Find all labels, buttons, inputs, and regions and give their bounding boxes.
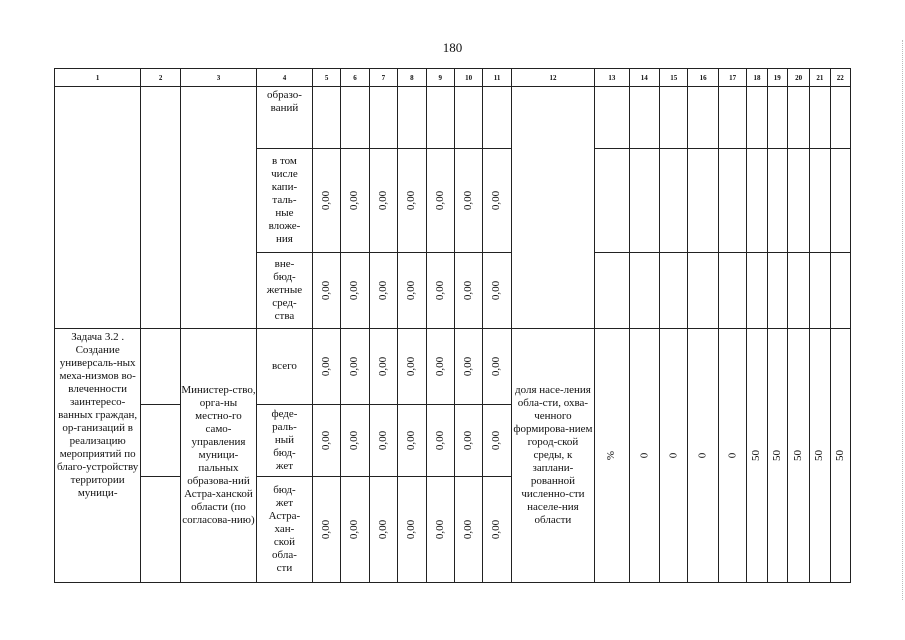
table-row — [55, 87, 851, 149]
value-cell: 0,00 — [433, 190, 446, 211]
col-header: 4 — [257, 69, 313, 87]
value-cell: 0,00 — [490, 519, 503, 540]
col-header: 20 — [787, 69, 809, 87]
value-cell: 0,00 — [348, 280, 361, 301]
table-row — [55, 329, 851, 405]
target-value: 50 — [770, 450, 783, 461]
target-value: 0 — [726, 452, 739, 459]
col-header: 5 — [312, 69, 340, 87]
value-cell: 0,00 — [433, 356, 446, 377]
col-header: 16 — [688, 69, 718, 87]
value-cell: 0,00 — [405, 430, 418, 451]
value-cell: 0,00 — [490, 430, 503, 451]
col-header: 1 — [55, 69, 141, 87]
value-cell: 0,00 — [320, 356, 333, 377]
cell-empty — [55, 87, 141, 329]
value-cell: 0,00 — [376, 280, 389, 301]
col-header: 6 — [341, 69, 369, 87]
col-header: 15 — [660, 69, 688, 87]
value-cell: 0,00 — [348, 190, 361, 211]
indicator-name: доля насе-ления обла-сти, охва-ченного формирова-нием город-ской среды, к заплани-рованной численно-сти населе-ния области — [511, 329, 594, 583]
funding-source: бюд- жет Астра- хан- ской обла- сти — [257, 477, 313, 583]
col-header: 2 — [141, 69, 181, 87]
funding-source: всего — [257, 329, 313, 405]
value-cell: 0,00 — [490, 356, 503, 377]
col-header: 8 — [398, 69, 426, 87]
value-cell: 0,00 — [376, 430, 389, 451]
target-value: 50 — [813, 450, 826, 461]
value-cell: 0,00 — [348, 519, 361, 540]
scan-edge — [899, 40, 903, 600]
value-cell: 0,00 — [433, 430, 446, 451]
cell-empty — [141, 329, 181, 405]
cell-empty — [511, 87, 594, 329]
value-cell: 0,00 — [320, 190, 333, 211]
task-title: Задача 3.2 . Создание универсаль-ных меха-низмов во-влеченности заинтересо-ванных граждан, ор-ганизаций в реализацию мероприятий по благо-устройству территории муници- — [55, 329, 141, 583]
funding-source: вне- бюд- жетные сред- ства — [257, 253, 313, 329]
col-header: 19 — [767, 69, 787, 87]
cell-empty — [180, 87, 256, 329]
col-header: 3 — [180, 69, 256, 87]
value-cell: 0,00 — [462, 190, 475, 211]
value-cell: 0,00 — [462, 519, 475, 540]
value-cell: 0,00 — [320, 519, 333, 540]
value-cell: 0,00 — [320, 280, 333, 301]
col-header: 18 — [747, 69, 767, 87]
program-table — [54, 68, 851, 583]
value-cell: 0,00 — [376, 356, 389, 377]
value-cell: 0,00 — [405, 190, 418, 211]
cell-empty — [141, 87, 181, 329]
value-cell: 0,00 — [462, 356, 475, 377]
value-cell: 0,00 — [433, 280, 446, 301]
value-cell: 0,00 — [320, 430, 333, 451]
cell-empty — [141, 477, 181, 583]
col-header: 14 — [629, 69, 659, 87]
task-executor: Министер-ство, орга-ны местно-го само-управления муници-пальных образова-ний Астра-ханской области (по согласова-нию) — [180, 329, 256, 583]
page-number: 180 — [442, 40, 463, 55]
header-row — [55, 69, 851, 87]
value-cell: 0,00 — [462, 430, 475, 451]
target-value: 50 — [833, 450, 846, 461]
value-cell: 0,00 — [405, 356, 418, 377]
col-header: 12 — [511, 69, 594, 87]
target-value: 0 — [696, 452, 709, 459]
target-value: 50 — [792, 450, 805, 461]
value-cell: 0,00 — [405, 519, 418, 540]
col-header: 17 — [718, 69, 746, 87]
value-cell: 0,00 — [433, 519, 446, 540]
target-value: 0 — [667, 452, 680, 459]
cell-empty — [141, 405, 181, 477]
indicator-unit: % — [605, 450, 618, 461]
value-cell: 0,00 — [348, 356, 361, 377]
value-cell: 0,00 — [405, 280, 418, 301]
col-header: 13 — [595, 69, 630, 87]
value-cell: 0,00 — [490, 190, 503, 211]
target-value: 0 — [637, 452, 650, 459]
col-header: 9 — [426, 69, 454, 87]
col-header: 11 — [483, 69, 511, 87]
value-cell: 0,00 — [490, 280, 503, 301]
funding-source: в том числе капи- таль- ные вложе- ния — [257, 149, 313, 253]
target-value: 50 — [750, 450, 763, 461]
col-header: 7 — [369, 69, 397, 87]
col-header: 21 — [810, 69, 830, 87]
value-cell: 0,00 — [348, 430, 361, 451]
value-cell: 0,00 — [376, 519, 389, 540]
funding-source: образо- ваний — [257, 87, 313, 149]
funding-source: феде- раль- ный бюд- жет — [257, 405, 313, 477]
value-cell: 0,00 — [462, 280, 475, 301]
col-header: 10 — [454, 69, 482, 87]
value-cell: 0,00 — [376, 190, 389, 211]
col-header: 22 — [830, 69, 850, 87]
